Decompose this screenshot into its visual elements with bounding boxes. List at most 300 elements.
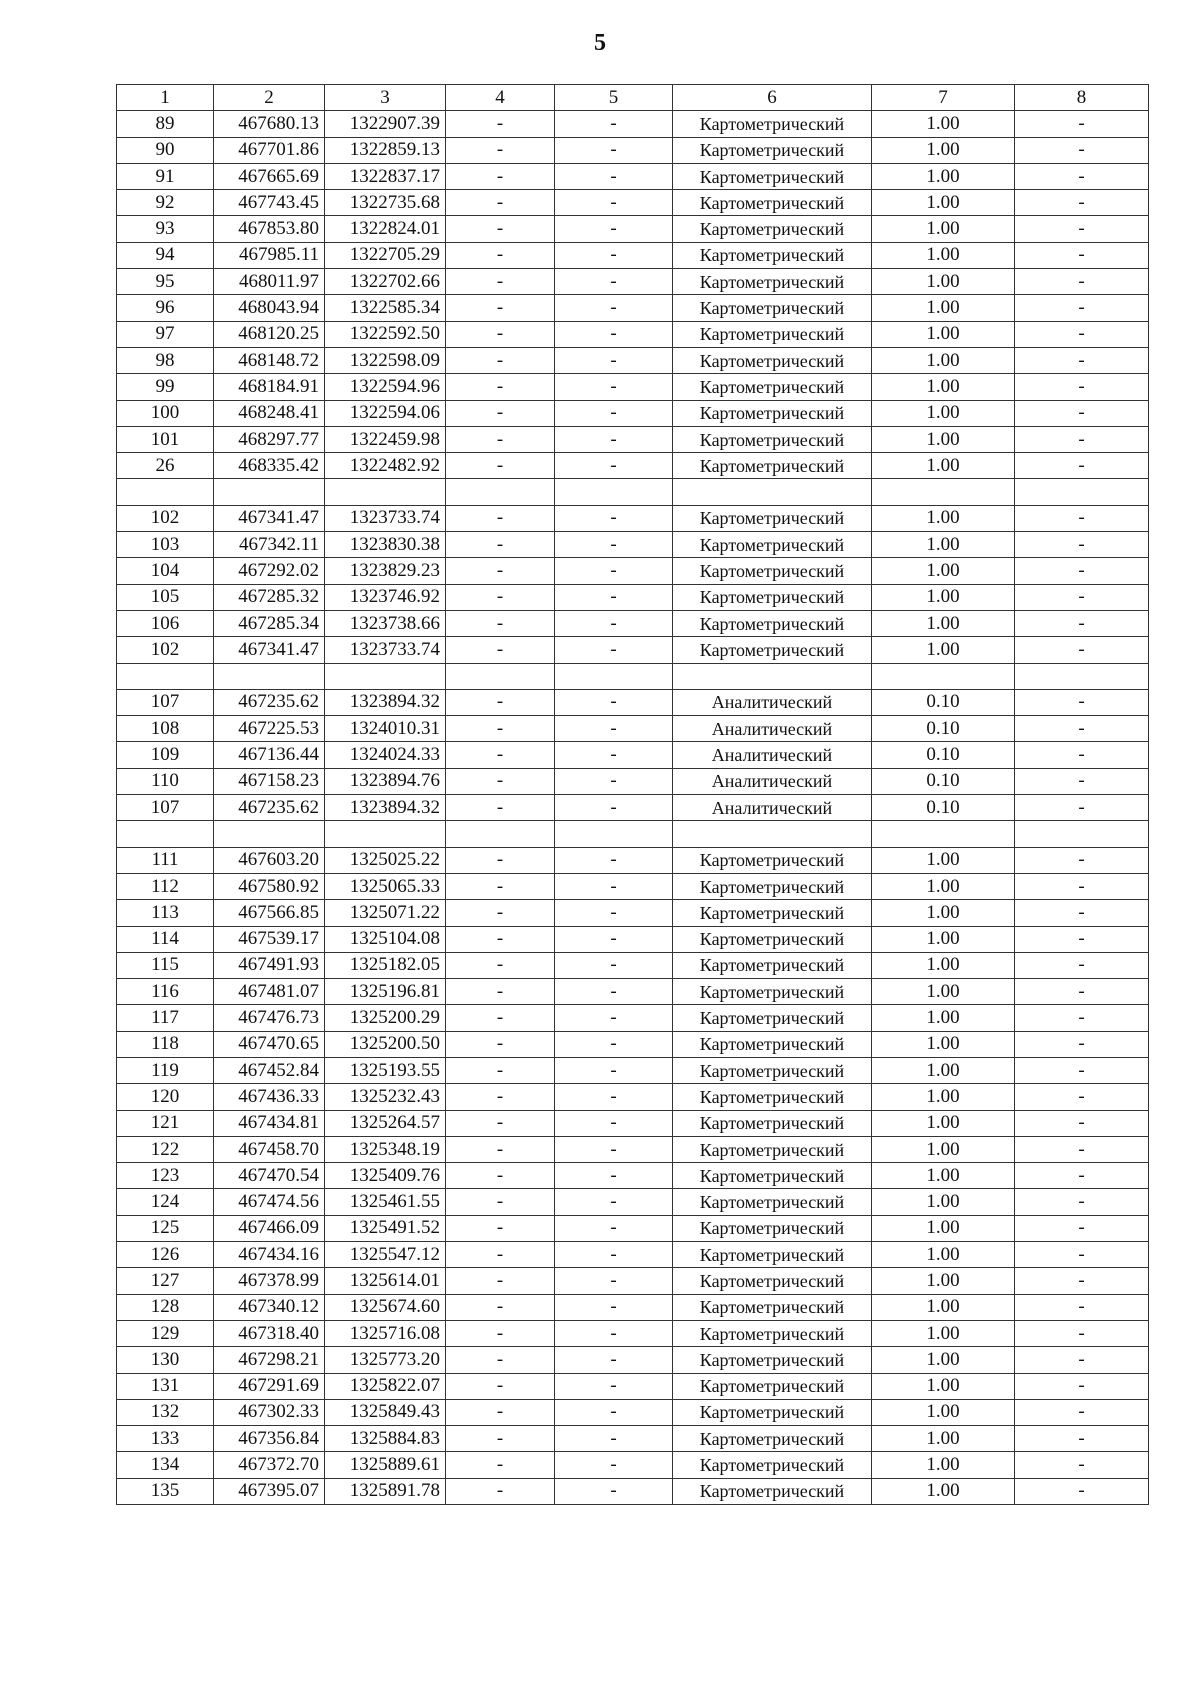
method-cell: Картометрический xyxy=(673,1399,872,1425)
table-row xyxy=(117,1189,1149,1215)
point-number-cell: 123 xyxy=(117,1163,214,1189)
table-row xyxy=(117,1084,1149,1110)
accuracy-cell: 1.00 xyxy=(872,1478,1015,1504)
column-4-cell: - xyxy=(446,873,555,899)
column-4-cell: - xyxy=(446,1057,555,1083)
x-coordinate-cell: 468148.72 xyxy=(214,347,325,373)
column-8-cell: - xyxy=(1015,584,1149,610)
column-5-cell: - xyxy=(555,1084,673,1110)
method-cell: Картометрический xyxy=(673,111,872,137)
column-4-cell: - xyxy=(446,1031,555,1057)
table-row xyxy=(117,321,1149,347)
accuracy-cell: 1.00 xyxy=(872,505,1015,531)
column-5-cell: - xyxy=(555,1478,673,1504)
table-row xyxy=(117,795,1149,821)
method-cell: Картометрический xyxy=(673,584,872,610)
y-coordinate-cell: 1325182.05 xyxy=(325,952,446,978)
column-8-cell: - xyxy=(1015,1110,1149,1136)
column-5-cell: - xyxy=(555,952,673,978)
column-4-cell: - xyxy=(446,1163,555,1189)
method-cell xyxy=(673,663,872,689)
x-coordinate-cell: 467285.32 xyxy=(214,584,325,610)
y-coordinate-cell: 1324024.33 xyxy=(325,742,446,768)
column-5-cell: - xyxy=(555,453,673,479)
x-coordinate-cell: 467292.02 xyxy=(214,558,325,584)
method-cell: Картометрический xyxy=(673,900,872,926)
point-number-cell xyxy=(117,479,214,505)
method-cell: Картометрический xyxy=(673,1057,872,1083)
y-coordinate-cell: 1322859.13 xyxy=(325,137,446,163)
table-row xyxy=(117,1426,1149,1452)
method-cell: Картометрический xyxy=(673,1110,872,1136)
accuracy-cell: 1.00 xyxy=(872,900,1015,926)
column-8-cell: - xyxy=(1015,1426,1149,1452)
method-cell: Картометрический xyxy=(673,374,872,400)
point-number-cell: 113 xyxy=(117,900,214,926)
table-row xyxy=(117,1320,1149,1346)
x-coordinate-cell: 468248.41 xyxy=(214,400,325,426)
column-8-cell: - xyxy=(1015,190,1149,216)
x-coordinate-cell: 467481.07 xyxy=(214,979,325,1005)
accuracy-cell: 1.00 xyxy=(872,137,1015,163)
column-5-cell xyxy=(555,821,673,847)
x-coordinate-cell: 468043.94 xyxy=(214,295,325,321)
accuracy-cell: 1.00 xyxy=(872,400,1015,426)
table-row xyxy=(117,558,1149,584)
column-5-cell: - xyxy=(555,637,673,663)
column-5-cell: - xyxy=(555,1452,673,1478)
x-coordinate-cell: 467701.86 xyxy=(214,137,325,163)
y-coordinate-cell: 1325849.43 xyxy=(325,1399,446,1425)
column-5-cell: - xyxy=(555,1373,673,1399)
y-coordinate-cell: 1322705.29 xyxy=(325,242,446,268)
column-8-cell: - xyxy=(1015,1268,1149,1294)
method-cell: Картометрический xyxy=(673,1084,872,1110)
column-5-cell: - xyxy=(555,926,673,952)
table-row xyxy=(117,1136,1149,1162)
y-coordinate-cell: 1322598.09 xyxy=(325,347,446,373)
accuracy-cell: 1.00 xyxy=(872,952,1015,978)
column-8-cell: - xyxy=(1015,768,1149,794)
column-4-cell: - xyxy=(446,1268,555,1294)
table-row xyxy=(117,532,1149,558)
column-4-cell: - xyxy=(446,1399,555,1425)
point-number-cell: 119 xyxy=(117,1057,214,1083)
column-4-cell: - xyxy=(446,1189,555,1215)
point-number-cell: 121 xyxy=(117,1110,214,1136)
x-coordinate-cell: 467470.65 xyxy=(214,1031,325,1057)
table-row xyxy=(117,374,1149,400)
column-4-cell xyxy=(446,663,555,689)
method-cell: Картометрический xyxy=(673,979,872,1005)
accuracy-cell xyxy=(872,821,1015,847)
y-coordinate-cell: 1322907.39 xyxy=(325,111,446,137)
column-4-cell: - xyxy=(446,137,555,163)
column-5-cell: - xyxy=(555,532,673,558)
point-number-cell: 100 xyxy=(117,400,214,426)
table-row xyxy=(117,426,1149,452)
y-coordinate-cell: 1325065.33 xyxy=(325,873,446,899)
y-coordinate-cell: 1323738.66 xyxy=(325,610,446,636)
point-number-cell: 134 xyxy=(117,1452,214,1478)
column-4-cell: - xyxy=(446,453,555,479)
column-5-cell: - xyxy=(555,1215,673,1241)
table-row xyxy=(117,584,1149,610)
table-row xyxy=(117,190,1149,216)
x-coordinate-cell: 467466.09 xyxy=(214,1215,325,1241)
column-8-cell: - xyxy=(1015,637,1149,663)
column-5-cell: - xyxy=(555,426,673,452)
column-8-cell: - xyxy=(1015,716,1149,742)
method-cell: Картометрический xyxy=(673,295,872,321)
method-cell: Аналитический xyxy=(673,742,872,768)
method-cell: Картометрический xyxy=(673,1189,872,1215)
column-4-cell: - xyxy=(446,321,555,347)
x-coordinate-cell: 467341.47 xyxy=(214,637,325,663)
column-8-cell: - xyxy=(1015,873,1149,899)
column-8-cell xyxy=(1015,479,1149,505)
table-body xyxy=(117,111,1149,1505)
method-cell: Картометрический xyxy=(673,1163,872,1189)
page-number: 5 xyxy=(594,30,606,56)
table-row xyxy=(117,1268,1149,1294)
point-number-cell: 92 xyxy=(117,190,214,216)
table-row xyxy=(117,926,1149,952)
accuracy-cell: 1.00 xyxy=(872,1294,1015,1320)
y-coordinate-cell: 1325104.08 xyxy=(325,926,446,952)
point-number-cell: 26 xyxy=(117,453,214,479)
accuracy-cell: 1.00 xyxy=(872,1373,1015,1399)
method-cell: Картометрический xyxy=(673,347,872,373)
x-coordinate-cell: 467318.40 xyxy=(214,1320,325,1346)
column-4-cell: - xyxy=(446,716,555,742)
method-cell: Картометрический xyxy=(673,1268,872,1294)
y-coordinate-cell: 1325348.19 xyxy=(325,1136,446,1162)
method-cell: Картометрический xyxy=(673,400,872,426)
x-coordinate-cell: 467452.84 xyxy=(214,1057,325,1083)
column-8-cell: - xyxy=(1015,979,1149,1005)
table-row xyxy=(117,347,1149,373)
column-8-cell: - xyxy=(1015,847,1149,873)
y-coordinate-cell: 1324010.31 xyxy=(325,716,446,742)
column-5-cell: - xyxy=(555,1136,673,1162)
point-number-cell: 105 xyxy=(117,584,214,610)
column-5-cell: - xyxy=(555,742,673,768)
y-coordinate-cell: 1322482.92 xyxy=(325,453,446,479)
column-8-cell: - xyxy=(1015,1373,1149,1399)
table-row xyxy=(117,952,1149,978)
x-coordinate-cell: 467853.80 xyxy=(214,216,325,242)
method-cell: Картометрический xyxy=(673,321,872,347)
accuracy-cell: 1.00 xyxy=(872,374,1015,400)
table-row xyxy=(117,505,1149,531)
x-coordinate-cell: 467342.11 xyxy=(214,532,325,558)
accuracy-cell: 1.00 xyxy=(872,532,1015,558)
method-cell: Картометрический xyxy=(673,242,872,268)
accuracy-cell: 1.00 xyxy=(872,1215,1015,1241)
point-number-cell: 97 xyxy=(117,321,214,347)
column-5-cell: - xyxy=(555,216,673,242)
accuracy-cell: 1.00 xyxy=(872,190,1015,216)
y-coordinate-cell: 1325674.60 xyxy=(325,1294,446,1320)
method-cell: Картометрический xyxy=(673,637,872,663)
method-cell: Картометрический xyxy=(673,1426,872,1452)
point-number-cell: 128 xyxy=(117,1294,214,1320)
table-row xyxy=(117,689,1149,715)
y-coordinate-cell: 1325822.07 xyxy=(325,1373,446,1399)
point-number-cell: 122 xyxy=(117,1136,214,1162)
column-4-cell: - xyxy=(446,1347,555,1373)
y-coordinate-cell: 1325773.20 xyxy=(325,1347,446,1373)
y-coordinate-cell: 1325071.22 xyxy=(325,900,446,926)
point-number-cell: 94 xyxy=(117,242,214,268)
column-4-cell: - xyxy=(446,1320,555,1346)
column-5-cell: - xyxy=(555,610,673,636)
accuracy-cell: 1.00 xyxy=(872,1005,1015,1031)
column-8-cell: - xyxy=(1015,1478,1149,1504)
column-8-cell: - xyxy=(1015,689,1149,715)
column-5-cell: - xyxy=(555,269,673,295)
column-5-cell: - xyxy=(555,137,673,163)
column-4-cell: - xyxy=(446,1084,555,1110)
method-cell: Картометрический xyxy=(673,1031,872,1057)
table-row xyxy=(117,1031,1149,1057)
method-cell: Картометрический xyxy=(673,1478,872,1504)
y-coordinate-cell xyxy=(325,663,446,689)
x-coordinate-cell: 467225.53 xyxy=(214,716,325,742)
column-8-cell: - xyxy=(1015,1215,1149,1241)
table-row xyxy=(117,768,1149,794)
method-cell: Картометрический xyxy=(673,269,872,295)
accuracy-cell: 1.00 xyxy=(872,610,1015,636)
y-coordinate-cell: 1322735.68 xyxy=(325,190,446,216)
column-4-cell: - xyxy=(446,558,555,584)
accuracy-cell: 0.10 xyxy=(872,768,1015,794)
y-coordinate-cell: 1325193.55 xyxy=(325,1057,446,1083)
method-cell: Картометрический xyxy=(673,453,872,479)
column-4-cell: - xyxy=(446,163,555,189)
column-5-cell xyxy=(555,479,673,505)
column-5-cell: - xyxy=(555,374,673,400)
y-coordinate-cell: 1323733.74 xyxy=(325,637,446,663)
point-number-cell: 98 xyxy=(117,347,214,373)
column-5-cell: - xyxy=(555,295,673,321)
accuracy-cell: 1.00 xyxy=(872,1084,1015,1110)
column-5-cell: - xyxy=(555,847,673,873)
point-number-cell: 104 xyxy=(117,558,214,584)
x-coordinate-cell: 467603.20 xyxy=(214,847,325,873)
column-8-cell: - xyxy=(1015,347,1149,373)
column-8-cell: - xyxy=(1015,1399,1149,1425)
column-8-cell: - xyxy=(1015,1005,1149,1031)
accuracy-cell: 1.00 xyxy=(872,1163,1015,1189)
x-coordinate-cell: 467476.73 xyxy=(214,1005,325,1031)
point-number-cell: 126 xyxy=(117,1242,214,1268)
column-4-cell xyxy=(446,821,555,847)
table-row xyxy=(117,295,1149,321)
column-8-cell: - xyxy=(1015,795,1149,821)
column-8-cell: - xyxy=(1015,426,1149,452)
point-number-cell: 127 xyxy=(117,1268,214,1294)
point-number-cell: 99 xyxy=(117,374,214,400)
y-coordinate-cell: 1322824.01 xyxy=(325,216,446,242)
y-coordinate-cell: 1325264.57 xyxy=(325,1110,446,1136)
header-cell: 2 xyxy=(214,85,325,111)
column-5-cell: - xyxy=(555,795,673,821)
column-8-cell xyxy=(1015,663,1149,689)
table-row xyxy=(117,1110,1149,1136)
column-8-cell: - xyxy=(1015,1294,1149,1320)
column-4-cell: - xyxy=(446,1110,555,1136)
x-coordinate-cell: 467395.07 xyxy=(214,1478,325,1504)
method-cell: Картометрический xyxy=(673,532,872,558)
y-coordinate-cell: 1325884.83 xyxy=(325,1426,446,1452)
point-number-cell: 132 xyxy=(117,1399,214,1425)
method-cell: Картометрический xyxy=(673,926,872,952)
x-coordinate-cell: 467665.69 xyxy=(214,163,325,189)
accuracy-cell: 1.00 xyxy=(872,1268,1015,1294)
y-coordinate-cell: 1322594.96 xyxy=(325,374,446,400)
coordinates-table xyxy=(116,84,1149,1505)
method-cell: Аналитический xyxy=(673,795,872,821)
accuracy-cell: 1.00 xyxy=(872,637,1015,663)
column-5-cell: - xyxy=(555,1189,673,1215)
point-number-cell: 118 xyxy=(117,1031,214,1057)
column-8-cell: - xyxy=(1015,242,1149,268)
column-4-cell: - xyxy=(446,400,555,426)
x-coordinate-cell xyxy=(214,821,325,847)
table-row xyxy=(117,269,1149,295)
accuracy-cell: 1.00 xyxy=(872,321,1015,347)
y-coordinate-cell: 1322594.06 xyxy=(325,400,446,426)
y-coordinate-cell: 1325716.08 xyxy=(325,1320,446,1346)
point-number-cell: 116 xyxy=(117,979,214,1005)
column-5-cell: - xyxy=(555,1110,673,1136)
x-coordinate-cell: 467434.81 xyxy=(214,1110,325,1136)
column-5-cell: - xyxy=(555,768,673,794)
column-5-cell: - xyxy=(555,190,673,216)
accuracy-cell: 1.00 xyxy=(872,979,1015,1005)
point-number-cell: 91 xyxy=(117,163,214,189)
x-coordinate-cell: 467680.13 xyxy=(214,111,325,137)
table-row xyxy=(117,137,1149,163)
header-cell: 3 xyxy=(325,85,446,111)
x-coordinate-cell: 467158.23 xyxy=(214,768,325,794)
table-row xyxy=(117,1373,1149,1399)
point-number-cell: 89 xyxy=(117,111,214,137)
column-4-cell: - xyxy=(446,505,555,531)
column-5-cell: - xyxy=(555,558,673,584)
point-number-cell: 107 xyxy=(117,795,214,821)
method-cell: Картометрический xyxy=(673,1242,872,1268)
method-cell: Аналитический xyxy=(673,716,872,742)
table-row xyxy=(117,637,1149,663)
x-coordinate-cell: 468335.42 xyxy=(214,453,325,479)
x-coordinate-cell: 468184.91 xyxy=(214,374,325,400)
x-coordinate-cell: 467474.56 xyxy=(214,1189,325,1215)
table-row xyxy=(117,1242,1149,1268)
y-coordinate-cell: 1323894.32 xyxy=(325,795,446,821)
column-5-cell: - xyxy=(555,1347,673,1373)
column-4-cell: - xyxy=(446,111,555,137)
column-8-cell: - xyxy=(1015,163,1149,189)
method-cell: Картометрический xyxy=(673,1136,872,1162)
column-5-cell: - xyxy=(555,1057,673,1083)
column-8-cell: - xyxy=(1015,1163,1149,1189)
column-5-cell: - xyxy=(555,716,673,742)
accuracy-cell: 0.10 xyxy=(872,716,1015,742)
accuracy-cell: 1.00 xyxy=(872,453,1015,479)
accuracy-cell: 1.00 xyxy=(872,1347,1015,1373)
table-row xyxy=(117,742,1149,768)
header-cell: 5 xyxy=(555,85,673,111)
y-coordinate-cell: 1325491.52 xyxy=(325,1215,446,1241)
header-cell: 6 xyxy=(673,85,872,111)
accuracy-cell: 1.00 xyxy=(872,216,1015,242)
point-number-cell: 131 xyxy=(117,1373,214,1399)
x-coordinate-cell: 467436.33 xyxy=(214,1084,325,1110)
y-coordinate-cell: 1322702.66 xyxy=(325,269,446,295)
point-number-cell: 129 xyxy=(117,1320,214,1346)
accuracy-cell: 1.00 xyxy=(872,1426,1015,1452)
method-cell: Аналитический xyxy=(673,689,872,715)
y-coordinate-cell: 1323894.76 xyxy=(325,768,446,794)
x-coordinate-cell xyxy=(214,663,325,689)
point-number-cell: 117 xyxy=(117,1005,214,1031)
table-row xyxy=(117,716,1149,742)
column-4-cell: - xyxy=(446,926,555,952)
y-coordinate-cell: 1325409.76 xyxy=(325,1163,446,1189)
column-5-cell: - xyxy=(555,1242,673,1268)
table-row xyxy=(117,1399,1149,1425)
x-coordinate-cell: 467356.84 xyxy=(214,1426,325,1452)
accuracy-cell: 1.00 xyxy=(872,242,1015,268)
column-4-cell: - xyxy=(446,190,555,216)
method-cell: Картометрический xyxy=(673,426,872,452)
y-coordinate-cell: 1323894.32 xyxy=(325,689,446,715)
column-8-cell: - xyxy=(1015,321,1149,347)
column-8-cell: - xyxy=(1015,400,1149,426)
column-5-cell: - xyxy=(555,505,673,531)
column-4-cell: - xyxy=(446,584,555,610)
accuracy-cell: 1.00 xyxy=(872,426,1015,452)
column-4-cell: - xyxy=(446,742,555,768)
table-row xyxy=(117,610,1149,636)
column-4-cell: - xyxy=(446,610,555,636)
method-cell: Картометрический xyxy=(673,610,872,636)
accuracy-cell: 1.00 xyxy=(872,295,1015,321)
column-8-cell: - xyxy=(1015,1136,1149,1162)
x-coordinate-cell: 467341.47 xyxy=(214,505,325,531)
accuracy-cell: 1.00 xyxy=(872,1031,1015,1057)
column-4-cell: - xyxy=(446,426,555,452)
y-coordinate-cell: 1322592.50 xyxy=(325,321,446,347)
x-coordinate-cell: 468120.25 xyxy=(214,321,325,347)
x-coordinate-cell: 467235.62 xyxy=(214,689,325,715)
point-number-cell: 114 xyxy=(117,926,214,952)
column-5-cell: - xyxy=(555,347,673,373)
table-row xyxy=(117,1057,1149,1083)
table-row xyxy=(117,1163,1149,1189)
accuracy-cell: 1.00 xyxy=(872,1110,1015,1136)
x-coordinate-cell: 467580.92 xyxy=(214,873,325,899)
column-5-cell: - xyxy=(555,584,673,610)
column-8-cell: - xyxy=(1015,1189,1149,1215)
y-coordinate-cell: 1322459.98 xyxy=(325,426,446,452)
y-coordinate-cell: 1322585.34 xyxy=(325,295,446,321)
table-row xyxy=(117,1294,1149,1320)
header-cell: 8 xyxy=(1015,85,1149,111)
